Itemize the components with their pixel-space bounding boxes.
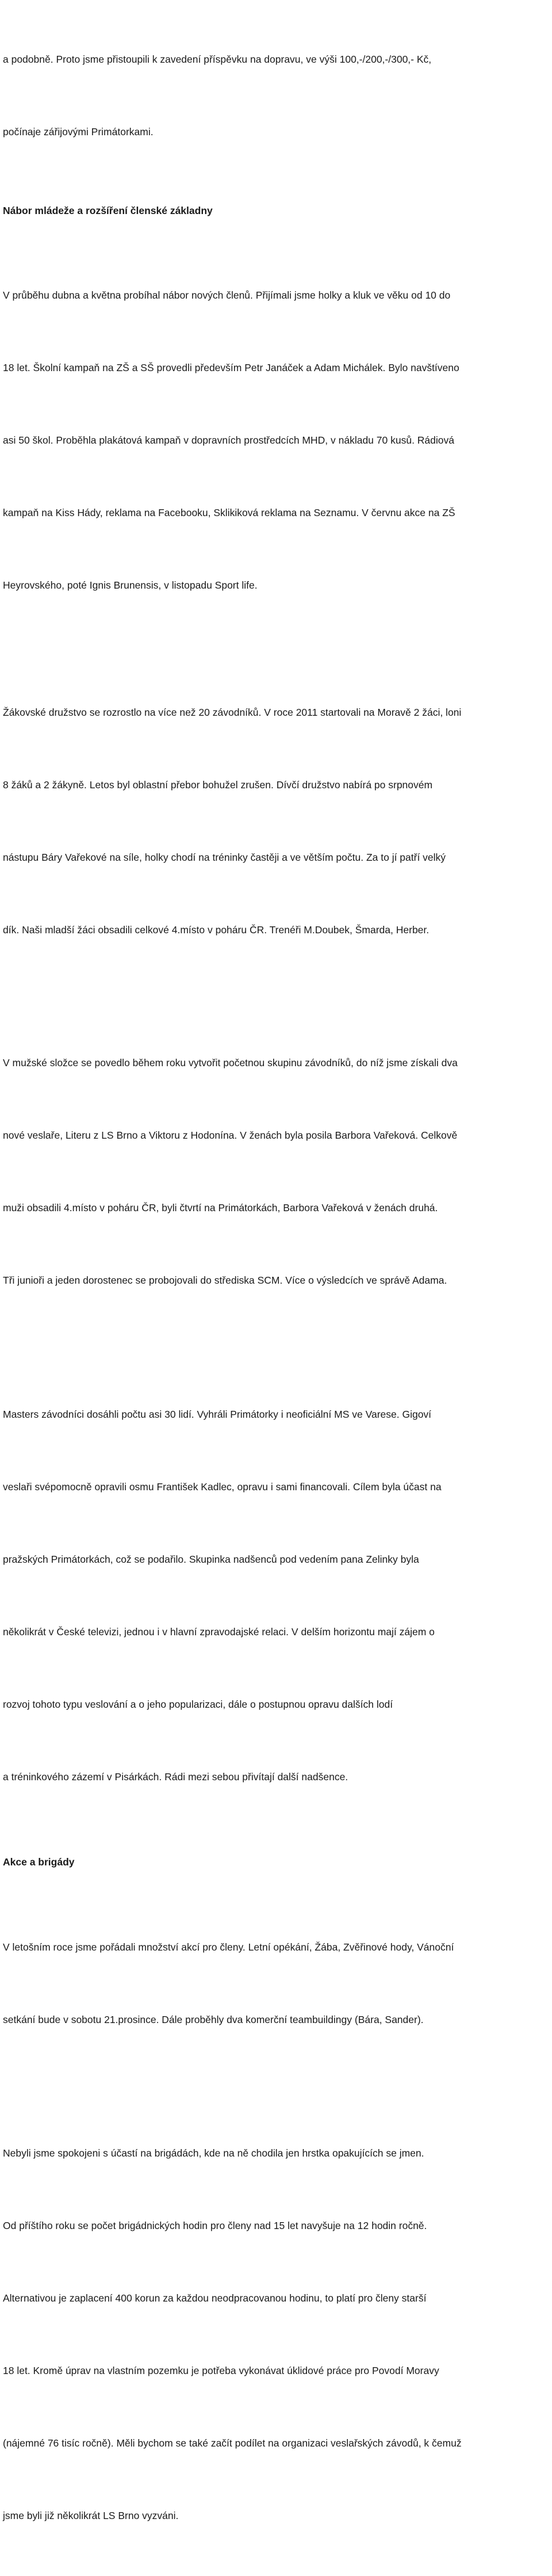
text-line: V letošním roce jsme pořádali množství akcí pro členy. Letní opékání, Žába, Zvěřinové hody, Vánoční [3, 1941, 454, 1953]
paragraph-intro [3, 0, 549, 192]
text-line: muži obsadili 4.místo v poháru ČR, byli čtvrtí na Primátorkách, Barbora Vařeková v ženách druhá. [3, 1202, 438, 1213]
text-line: asi 50 škol. Proběhla plakátová kampaň v dopravních prostředcích MHD, v nákladu 70 kusů. Rádiová [3, 434, 455, 446]
text-line: Od příštího roku se počet brigádnických hodin pro členy nad 15 let navyšuje na 12 hodin ročně. [3, 2220, 427, 2231]
paragraph-masters [3, 1354, 549, 1837]
text-line: dík. Naši mladší žáci obsadili celkové 4.místo v poháru ČR. Trenéři M.Doubek, Šmarda, Herber. [3, 924, 430, 936]
text-line: a podobně. Proto jsme přistoupili k zavedení příspěvku na dopravu, ve výši 100,-/200,-/300,- Kč, [3, 54, 432, 65]
text-line: Masters závodníci dosáhli počtu asi 30 lidí. Vyhráli Primátorky i neoficiální MS ve Varese. Gigoví [3, 1409, 432, 1420]
text-line: rozvoj tohoto typu veslování a o jeho popularizaci, dále o postupnou opravu dalších lodí [3, 1699, 393, 1710]
heading-nabor: Nábor mládeže a rozšíření členské základny [3, 205, 213, 216]
text-line: kampaň na Kiss Hády, reklama na Facebooku, Sklikiková reklama na Seznamu. V červnu akce na ZŠ [3, 507, 455, 518]
text-line: nové veslaře, Literu z LS Brno a Viktoru z Hodonína. V ženách byla posila Barbora Vařeková. Celkově [3, 1129, 458, 1141]
text-line: 18 let. Kromě úprav na vlastním pozemku je potřeba vykonávat úklidové práce pro Povodí Moravy [3, 2365, 439, 2376]
text-line: Nebyli jsme spokojeni s účastí na brigádách, kde na ně chodila jen hrstka opakujících se jmen. [3, 2147, 424, 2159]
heading-akce: Akce a brigády [3, 1856, 75, 1868]
text-line: Alternativou je zaplacení 400 korun za každou neodpracovanou hodinu, to platí pro členy starší [3, 2292, 427, 2304]
paragraph-zaci [3, 652, 549, 990]
text-line: nástupu Báry Vařekové na síle, holky chodí na tréninky častěji a ve větším počtu. Za to jí patří velký [3, 852, 446, 863]
paragraph-akce [3, 1887, 549, 2080]
text-line: 18 let. Školní kampaň na ZŠ a SŠ provedli především Petr Janáček a Adam Michálek. Bylo navštíveno [3, 362, 459, 373]
text-line: pražských Primátorkách, což se podařilo. Skupinka nadšenců pod vedením pana Zelinky byla [3, 1554, 419, 1565]
text-line: V průběhu dubna a května probíhal nábor nových členů. Přijímali jsme holky a kluk ve věku od 10 do [3, 289, 451, 301]
text-line: jsme byli již několikrát LS Brno vyzváni. [3, 2510, 179, 2521]
paragraph-brigady [3, 2093, 549, 2576]
text-line: V mužské složce se povedlo během roku vytvořit početnou skupinu závodníků, do níž jsme získali dva [3, 1057, 458, 1068]
text-line: Tři junioři a jeden dorostenec se probojovali do střediska SCM. Více o výsledcích ve správě Adama. [3, 1274, 447, 1286]
text-line: 8 žáků a 2 žákyně. Letos byl oblastní přebor bohužel zrušen. Dívčí družstvo nabírá po srpnovém [3, 779, 433, 791]
text-line: a tréninkového zázemí v Pisárkách. Rádi mezi sebou přivítají další nadšence. [3, 1771, 348, 1783]
paragraph-nabor [3, 235, 549, 646]
paragraph-muzi [3, 1002, 549, 1341]
text-line: Heyrovského, poté Ignis Brunensis, v listopadu Sport life. [3, 579, 258, 591]
text-line: veslaři svépomocně opravili osmu František Kadlec, opravu i sami financovali. Cílem byla účast na [3, 1481, 442, 1493]
document-page [3, 0, 549, 2576]
text-line: setkání bude v sobotu 21.prosince. Dále proběhly dva komerční teambuildingy (Bára, Sander). [3, 2014, 424, 2025]
text-line: několikrát v České televizi, jednou i v hlavní zpravodajské relaci. V delším horizontu mají zájem o [3, 1626, 435, 1638]
text-line: Žákovské družstvo se rozrostlo na více než 20 závodníků. V roce 2011 startovali na Moravě 2 žáci, loni [3, 707, 462, 718]
text-line: (nájemné 76 tisíc ročně). Měli bychom se také začít podílet na organizaci veslařských závodů, k čemuž [3, 2437, 462, 2449]
text-line: počínaje zářijovými Primátorkami. [3, 126, 154, 138]
